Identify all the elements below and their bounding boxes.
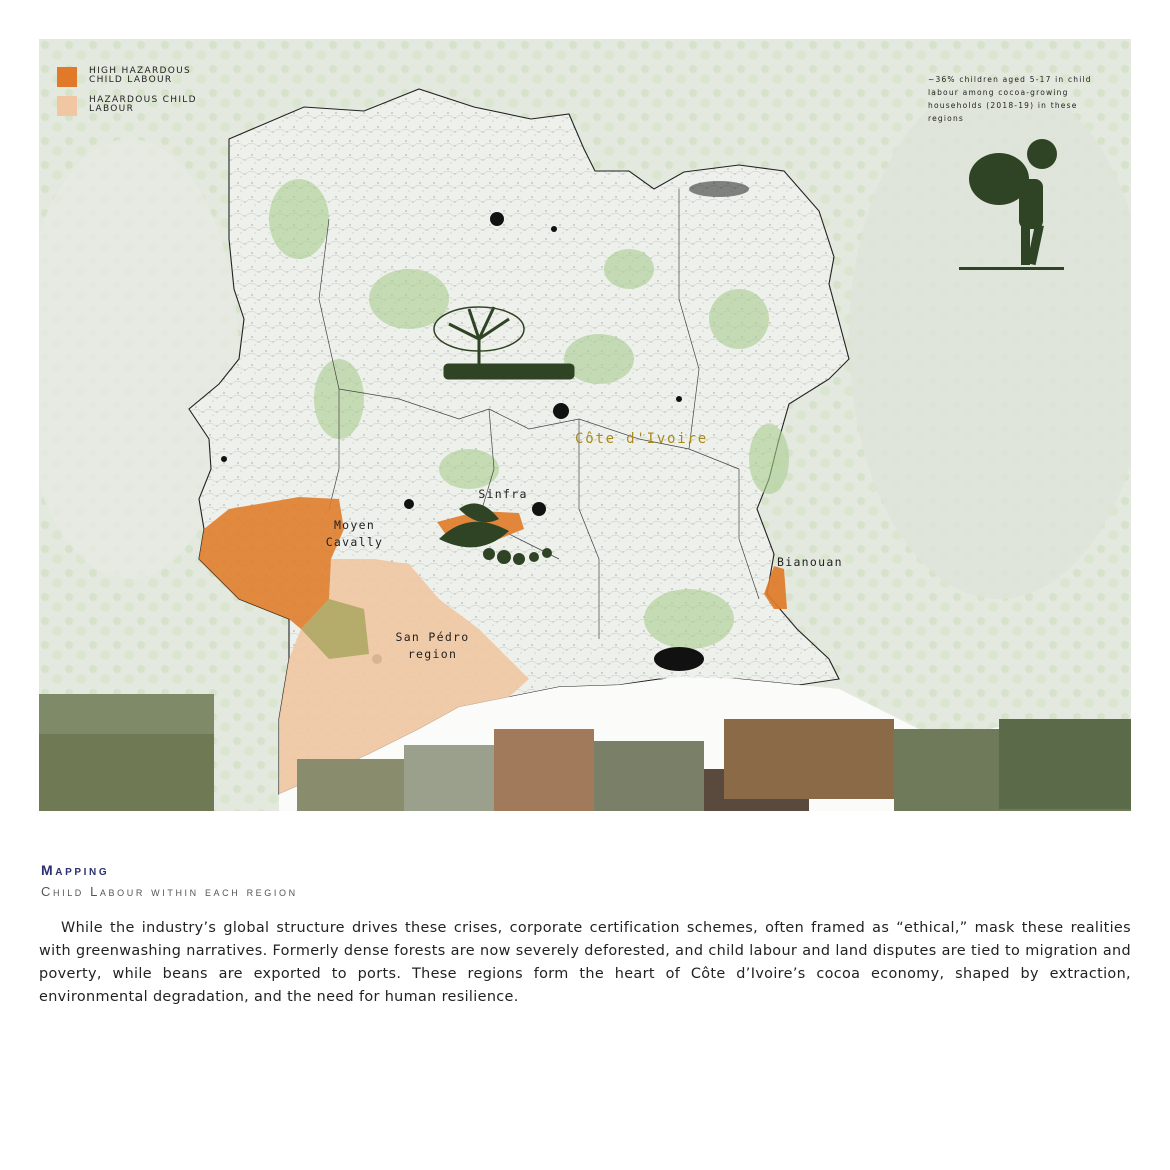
- legend-swatch-high: [57, 67, 77, 87]
- legend-label-hazardous: HAZARDOUS CHILD LABOUR: [89, 95, 197, 114]
- country-label: Côte d'Ivoire: [575, 431, 708, 447]
- map-legend: [57, 67, 209, 125]
- map-canvas: [39, 39, 1131, 811]
- legend-item-hazardous: [57, 96, 209, 116]
- legend-swatch-hazardous: [57, 96, 77, 116]
- legend-label-high: HIGH HAZARDOUS CHILD LABOUR: [89, 66, 192, 85]
- region-label-sinfra: Sinfra: [478, 487, 528, 501]
- body-paragraph: While the industry’s global structure drives these crises, corporate certification schemes, often framed as “ethical,” mask these realities with greenwashing narratives. Formerly dense forests are now severely deforested, and child labour and land disputes are tied to migration and poverty, while beans are exported to ports. These regions form the heart of Côte d’Ivoire’s cocoa economy, shaped by extraction, environmental degradation, and the need for human resilience.: [39, 920, 1131, 1005]
- section-title: Mapping: [41, 862, 110, 878]
- region-label-moyen-cavally: Moyen Cavally: [325, 518, 384, 549]
- region-label-san-pedro: San Pédro region: [395, 630, 470, 661]
- region-label-bianouan: Bianouan: [777, 555, 843, 569]
- map-panel: [39, 39, 1131, 811]
- statistic-note: ~36% children aged 5-17 in child labour among cocoa-growing households (2018-19) in these regions: [928, 75, 1092, 123]
- legend-item-high: [57, 67, 209, 87]
- section-subtitle: Child Labour within each region: [41, 884, 298, 899]
